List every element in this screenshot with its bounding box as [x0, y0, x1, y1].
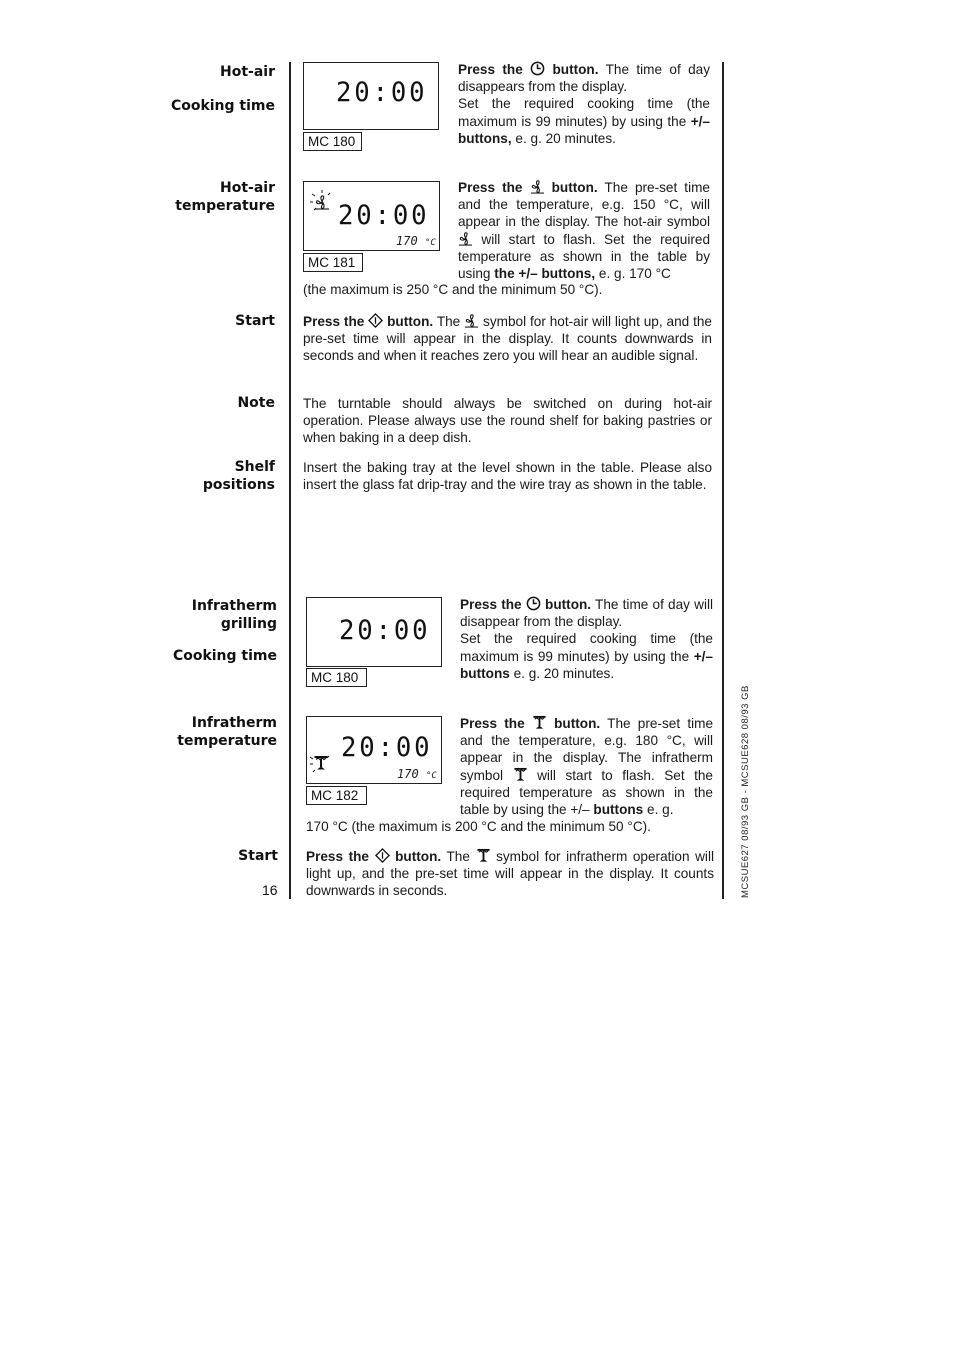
display-mc181	[303, 181, 440, 251]
paragraph-shelf-positions: Insert the baking tray at the level shown in the table. Please also insert the glass fat drip-tray and the wire tray as shown in the table.	[303, 460, 712, 493]
grill-icon	[476, 848, 491, 863]
document-code: MCSUE627 08/93 GB - MCSUE628 08/93 GB	[740, 685, 751, 898]
display-time: 20:00	[339, 615, 431, 646]
paragraph-start: Press the button. The symbol for hot-air will light up, and the pre-set time will appear in the display. It counts downwards in seconds and when it reaches zero you will hear an audible signal.	[303, 314, 712, 364]
display-time: 20:00	[338, 200, 430, 231]
grill-icon	[532, 715, 547, 730]
label-cooking-time: Cooking time	[170, 98, 275, 114]
paragraph-infratherm-cooking-time: Press the button. The time of day will disappear from the display. Set the required cooking time (the maximum is 99 minutes) by using the +/– buttons e. g. 20 minutes.	[460, 597, 714, 681]
display-time: 20:00	[341, 732, 433, 763]
clock-icon	[530, 61, 545, 76]
display-temperature: 170 °C	[396, 234, 436, 248]
label-start-2: Start	[238, 848, 278, 864]
paragraph-hot-air-cooking-time: Press the button. The time of day disappears from the display. Set the required cooking time (the maximum is 99 minutes) by using the +/– buttons, e. g. 20 minutes.	[458, 62, 710, 146]
grill-icon	[309, 751, 333, 775]
figure-tag: MC 180	[303, 132, 362, 151]
label-cooking-time-2: Cooking time	[172, 648, 277, 664]
figure-tag: MC 181	[303, 253, 363, 272]
start-icon	[375, 848, 390, 863]
label-infratherm-temperature: Infratherm temperature	[177, 715, 277, 749]
label-hot-air-temperature: Hot-air temperature	[175, 180, 275, 214]
label-infratherm-grilling: Infratherm grilling	[191, 598, 277, 632]
paragraph-infratherm-temperature-tail: 170 °C (the maximum is 200 °C and the minimum 50 °C).	[306, 819, 651, 834]
paragraph-start-2: Press the button. The symbol for infratherm operation will light up, and the pre-set time will appear in the display. It counts downwards in seconds.	[306, 849, 714, 899]
paragraph-hot-air-temperature: Press the button. The pre-set time and the temperature, e.g. 150 °C, will appear in the display. The hot-air symbol will start to flash. Set the required temperature as shown in the table by using the +/– buttons, e. g. 170 °C	[458, 180, 710, 282]
paragraph-infratherm-temperature: Press the button. The pre-set time and the temperature, e.g. 180 °C, will appear in the display. The infratherm symbol will start to flash. Set the required temperature as shown in the table by using the +/– buttons e. g.	[460, 716, 714, 818]
figure-tag: MC 180	[306, 668, 367, 687]
start-icon	[368, 313, 383, 328]
display-time: 20:00	[336, 77, 428, 108]
label-hot-air: Hot-air	[220, 64, 275, 80]
left-rule	[289, 62, 291, 899]
figure-tag: MC 182	[306, 786, 367, 805]
display-mc182	[306, 716, 442, 784]
label-shelf-positions: Shelf positions	[202, 459, 275, 493]
display-temperature: 170 °C	[397, 767, 437, 781]
paragraph-hot-air-temperature-tail: (the maximum is 250 °C and the minimum 50 °C).	[303, 282, 603, 297]
label-note: Note	[237, 395, 275, 411]
grill-icon	[513, 767, 528, 782]
paragraph-note: The turntable should always be switched on during hot-air operation. Please always use the round shelf for baking pastries or when baking in a deep dish.	[303, 396, 712, 446]
fan-icon	[310, 190, 334, 214]
fan-icon	[464, 313, 479, 328]
page-number: 16	[262, 882, 278, 898]
clock-icon	[526, 596, 541, 611]
fan-icon	[458, 231, 473, 246]
display-mc180-grill	[306, 597, 442, 667]
right-rule	[722, 62, 724, 899]
label-start: Start	[235, 313, 275, 329]
display-mc180	[303, 62, 439, 130]
fan-icon	[530, 179, 545, 194]
